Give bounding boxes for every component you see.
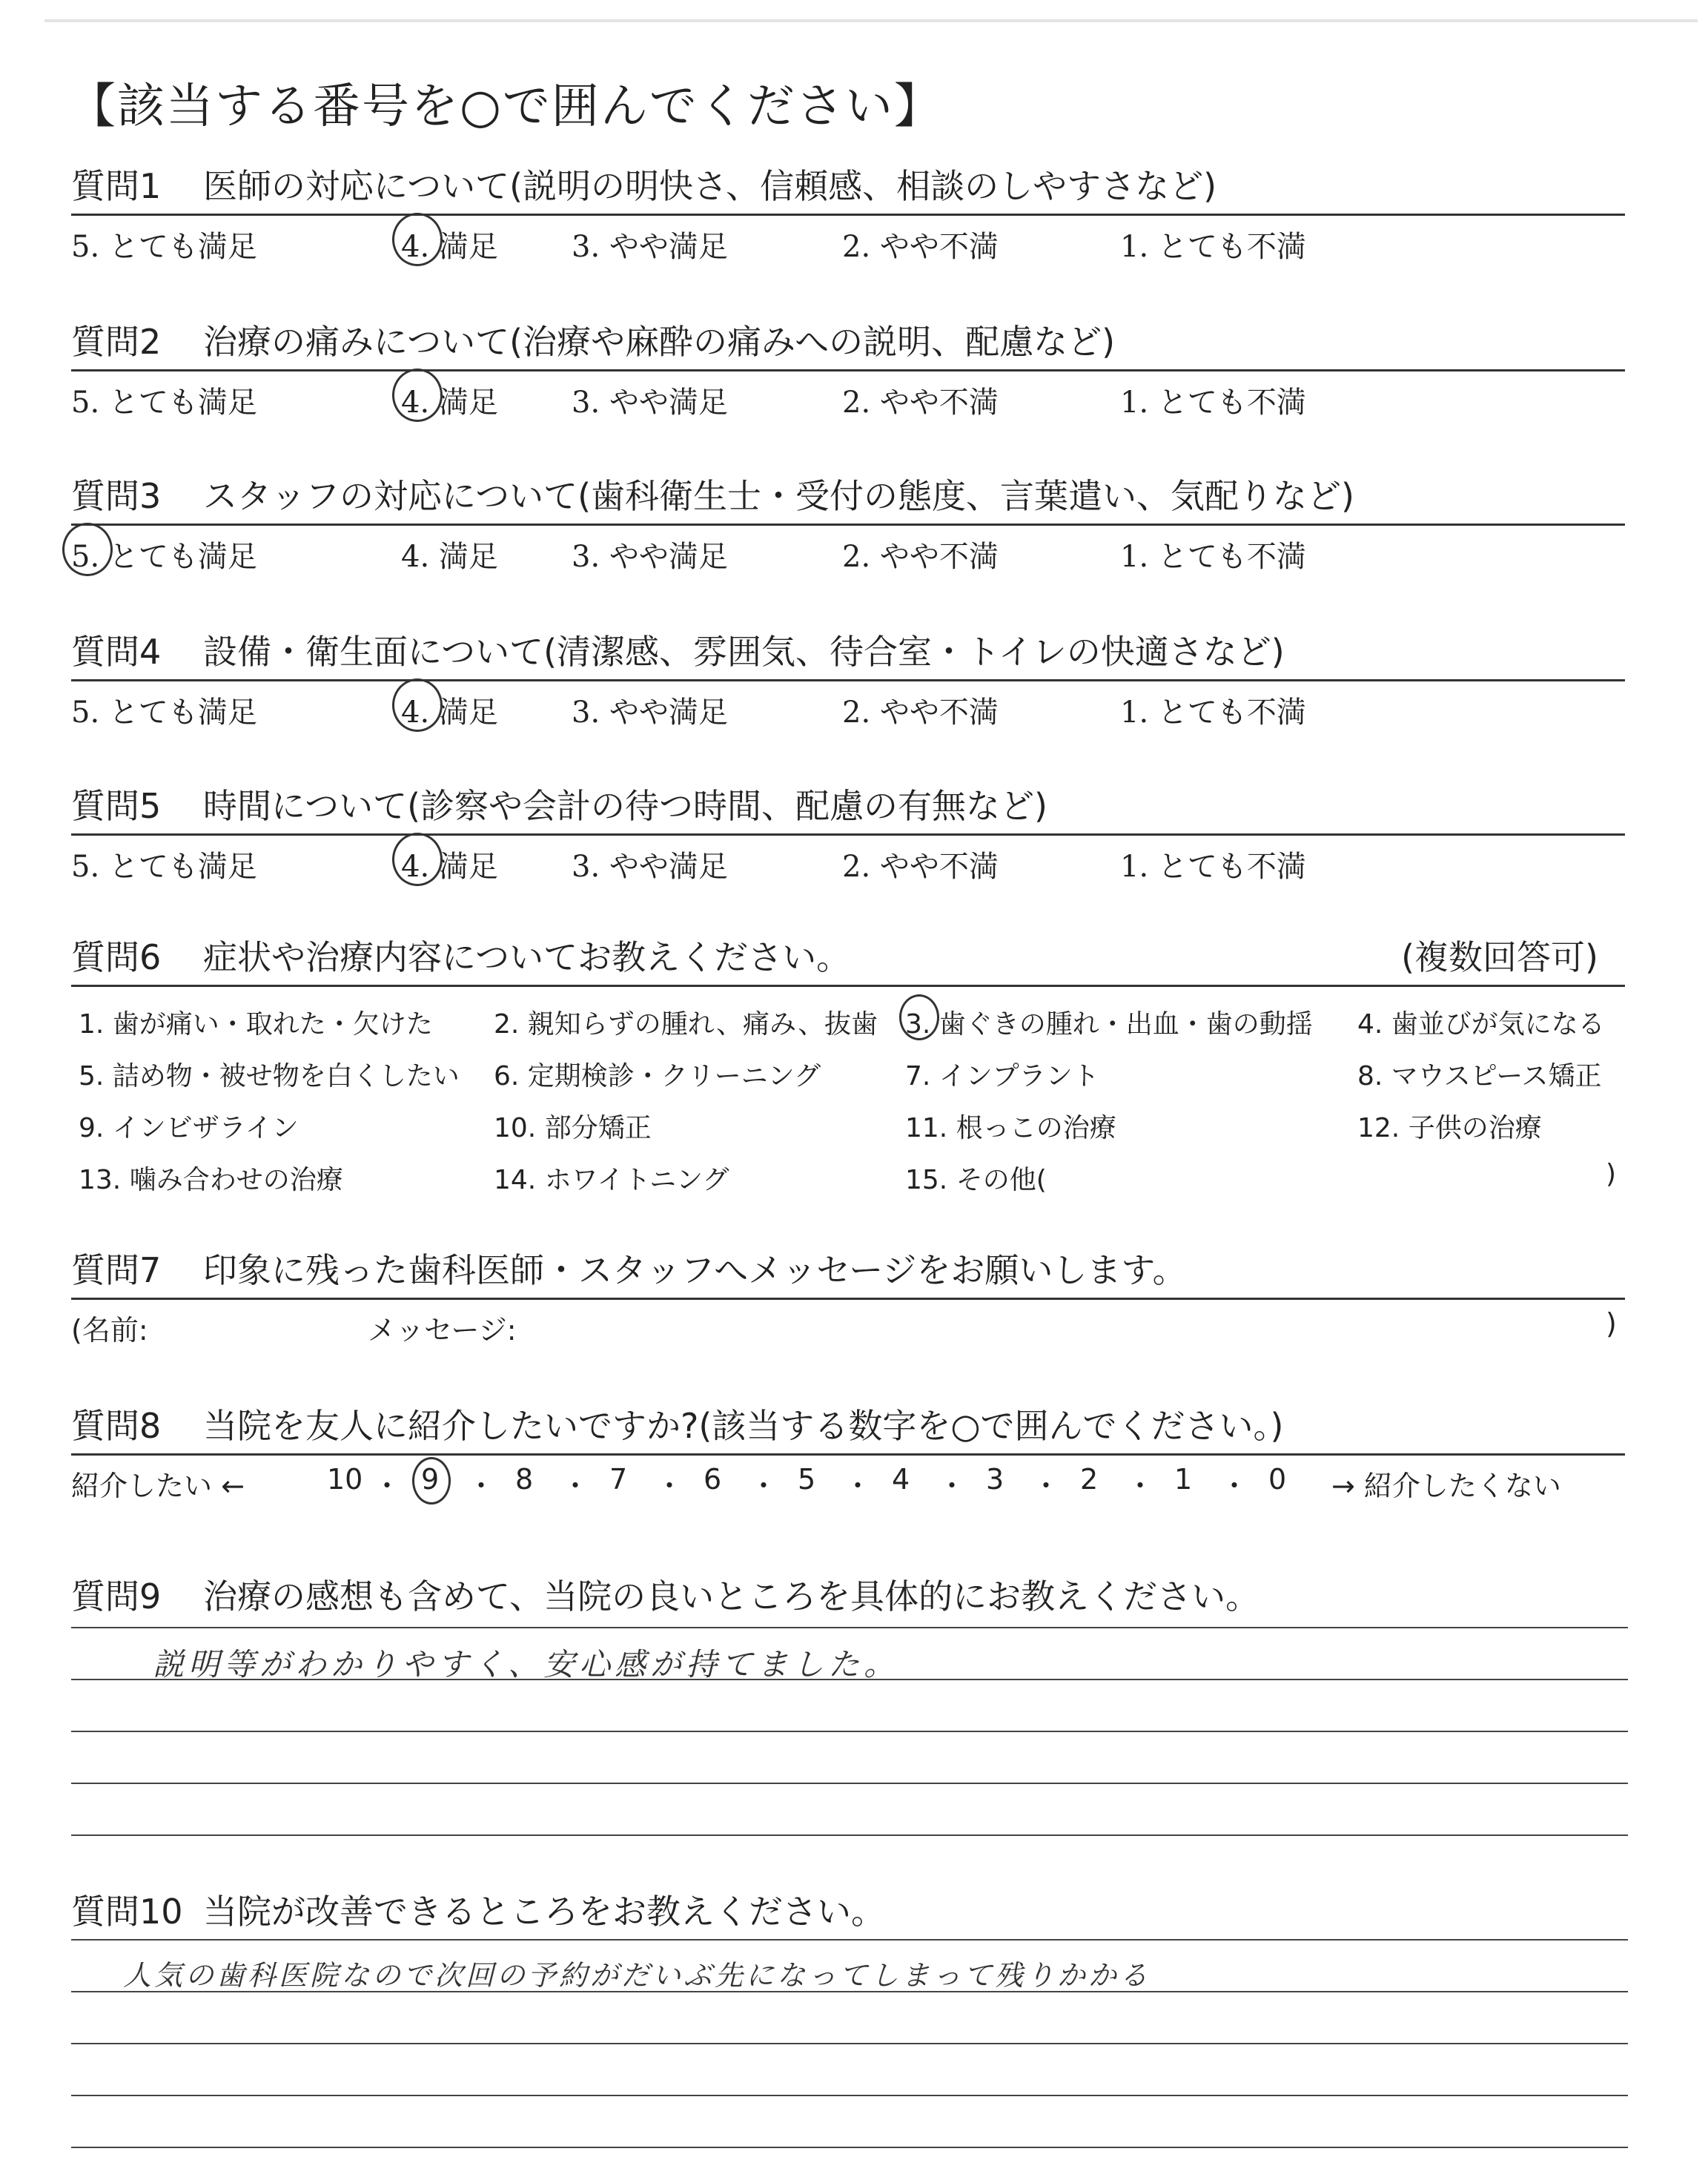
question-number: 質問4 (71, 632, 162, 672)
writing-line (71, 2043, 1628, 2044)
rating-option[interactable]: 2. やや不満 (842, 386, 999, 420)
rating-option[interactable]: 3. やや満足 (572, 696, 728, 730)
scale-separator: ・ (373, 1470, 402, 1502)
symptom-option[interactable]: 13. 噛み合わせの治療 (79, 1165, 343, 1195)
question-title: 当院が改善できるところをお教えください。 (203, 1892, 885, 1932)
rating-options (71, 681, 1628, 730)
question-5 (71, 782, 1628, 884)
rating-option[interactable]: 4. 満足 (401, 850, 498, 884)
writing-line (71, 1627, 1628, 1628)
scale-separator: ・ (467, 1470, 496, 1502)
symptom-option[interactable]: 7. インプラント (905, 1061, 1099, 1091)
scale-value[interactable]: 10 (327, 1463, 363, 1496)
rating-option[interactable]: 4. 満足 (401, 386, 498, 420)
rating-option[interactable]: 2. やや不満 (842, 230, 999, 264)
rating-option[interactable]: 2. やや不満 (842, 696, 999, 730)
question-title: 設備・衛生面について(清潔感、雰囲気、待合室・トイレの快適さなど) (203, 632, 1285, 672)
scale-separator: ・ (655, 1470, 684, 1502)
symptom-option[interactable]: 4. 歯並びが気になる (1357, 1009, 1605, 1040)
symptom-option[interactable]: 2. 親知らずの腫れ、痛み、抜歯 (494, 1009, 878, 1040)
question-number: 質問10 (71, 1892, 183, 1932)
scale-value[interactable]: 0 (1268, 1463, 1287, 1496)
question-3 (71, 472, 1628, 574)
rating-options (71, 371, 1628, 420)
rating-option[interactable]: 3. やや満足 (572, 386, 728, 420)
question-title: 治療の痛みについて(治療や麻酔の痛みへの説明、配慮など) (203, 322, 1116, 362)
page-top-edge (44, 19, 1698, 22)
question-8 (71, 1401, 1628, 1500)
symptom-option[interactable]: 12. 子供の治療 (1357, 1113, 1542, 1143)
question-number: 質問5 (71, 786, 162, 826)
rating-option[interactable]: 1. とても不満 (1120, 540, 1306, 574)
writing-line (71, 1834, 1628, 1836)
symptom-option[interactable]: 8. マウスピース矯正 (1357, 1061, 1602, 1091)
question-7 (71, 1246, 1628, 1347)
handwritten-answer: 人気の歯科医院なので次回の予約がだいぶ先になってしまって残りかかる (123, 1959, 1151, 1992)
scale-value[interactable]: 9 (421, 1463, 440, 1496)
rating-options (71, 216, 1628, 264)
scale-right-label: → 紹介したくない (1331, 1470, 1561, 1502)
writing-line (71, 2147, 1628, 2148)
question-number: 質問7 (71, 1250, 162, 1290)
rating-option[interactable]: 5. とても満足 (71, 540, 257, 574)
scale-separator: ・ (1220, 1470, 1249, 1502)
rating-option[interactable]: 3. やや満足 (572, 230, 728, 264)
question-number: 質問9 (71, 1576, 162, 1616)
symptom-option[interactable]: 6. 定期検診・クリーニング (494, 1061, 821, 1091)
scale-separator: ・ (938, 1470, 967, 1502)
scale-value[interactable]: 7 (609, 1463, 628, 1496)
question-number: 質問2 (71, 322, 162, 362)
symptom-option[interactable]: 1. 歯が痛い・取れた・欠けた (79, 1009, 433, 1040)
question-title: 症状や治療内容についてお教えください。 (203, 937, 851, 977)
question-6 (71, 933, 1628, 1202)
writing-line (71, 2095, 1628, 2096)
question-title: スタッフの対応について(歯科衛生士・受付の態度、言葉遣い、気配りなど) (203, 476, 1354, 516)
rating-options (71, 836, 1628, 884)
handwritten-answer: 説明等がわかりやすく、安心感が持てました。 (153, 1646, 900, 1682)
scale-left-label: 紹介したい ← (71, 1470, 245, 1502)
question-number: 質問6 (71, 937, 162, 977)
symptom-option[interactable]: 11. 根っこの治療 (905, 1113, 1116, 1143)
rating-option[interactable]: 5. とても満足 (71, 230, 257, 264)
scale-value[interactable]: 6 (704, 1463, 722, 1496)
question-title: 当院を友人に紹介したいですか?(該当する数字を○で囲んでください。) (203, 1406, 1284, 1446)
question-10 (71, 1887, 1628, 2154)
rating-option[interactable]: 5. とても満足 (71, 696, 257, 730)
question-4 (71, 627, 1628, 730)
scale-separator: ・ (1032, 1470, 1061, 1502)
rating-option[interactable]: 5. とても満足 (71, 386, 257, 420)
rating-options (71, 526, 1628, 574)
rating-option[interactable]: 5. とても満足 (71, 850, 257, 884)
symptom-option[interactable]: 3. 歯ぐきの腫れ・出血・歯の動揺 (905, 1009, 1313, 1040)
rating-option[interactable]: 4. 満足 (401, 540, 498, 574)
scale-value[interactable]: 2 (1080, 1463, 1099, 1496)
writing-line (71, 1939, 1628, 1941)
symptom-options (71, 987, 1628, 1202)
symptom-option[interactable]: 9. インビザライン (79, 1113, 299, 1143)
name-label: (名前: (71, 1314, 148, 1347)
multiple-answer-note: (複数回答可) (1401, 937, 1598, 977)
rating-option[interactable]: 1. とても不満 (1120, 850, 1306, 884)
scale-separator: ・ (561, 1470, 590, 1502)
question-number: 質問8 (71, 1406, 162, 1446)
close-paren: ) (1606, 1307, 1617, 1340)
rating-option[interactable]: 4. 満足 (401, 696, 498, 730)
scale-value[interactable]: 8 (515, 1463, 534, 1496)
question-title: 治療の感想も含めて、当院の良いところを具体的にお教えください。 (203, 1576, 1260, 1616)
rating-option[interactable]: 2. やや不満 (842, 540, 999, 574)
writing-line (71, 1731, 1628, 1732)
question-number: 質問3 (71, 476, 162, 516)
question-title: 時間について(診察や会計の待つ時間、配慮の有無など) (203, 786, 1047, 826)
scale-separator: ・ (749, 1470, 778, 1502)
question-1 (71, 162, 1628, 264)
message-label: メッセージ: (368, 1314, 517, 1347)
symptom-option[interactable]: 10. 部分矯正 (494, 1113, 652, 1143)
writing-line (71, 1783, 1628, 1784)
scale-separator: ・ (1126, 1470, 1155, 1502)
rating-option[interactable]: 3. やや満足 (572, 540, 728, 574)
scale-separator: ・ (844, 1470, 873, 1502)
scale-value[interactable]: 3 (986, 1463, 1004, 1496)
recommend-scale (71, 1456, 1628, 1500)
symptom-option[interactable]: 5. 詰め物・被せ物を白くしたい (79, 1061, 460, 1091)
scale-value[interactable]: 4 (892, 1463, 910, 1496)
scale-value[interactable]: 5 (798, 1463, 816, 1496)
rating-option[interactable]: 1. とても不満 (1120, 230, 1306, 264)
rating-option[interactable]: 2. やや不満 (842, 850, 999, 884)
scale-value[interactable]: 1 (1174, 1463, 1193, 1496)
rating-option[interactable]: 3. やや満足 (572, 850, 728, 884)
question-title: 医師の対応について(説明の明快さ、信頼感、相談のしやすさなど) (203, 166, 1217, 206)
rating-option[interactable]: 1. とても不満 (1120, 696, 1306, 730)
question-2 (71, 317, 1628, 420)
question-number: 質問1 (71, 166, 162, 206)
rating-option[interactable]: 4. 満足 (401, 230, 498, 264)
close-paren: ) (1606, 1159, 1617, 1189)
symptom-option[interactable]: 15. その他( (905, 1165, 1047, 1195)
form-heading: 【該当する番号を○で囲んでください】 (68, 79, 943, 134)
question-title: 印象に残った歯科医師・スタッフへメッセージをお願いします。 (203, 1250, 1187, 1290)
symptom-option[interactable]: 14. ホワイトニング (494, 1165, 729, 1195)
rating-option[interactable]: 1. とても不満 (1120, 386, 1306, 420)
question-9 (71, 1572, 1628, 1854)
